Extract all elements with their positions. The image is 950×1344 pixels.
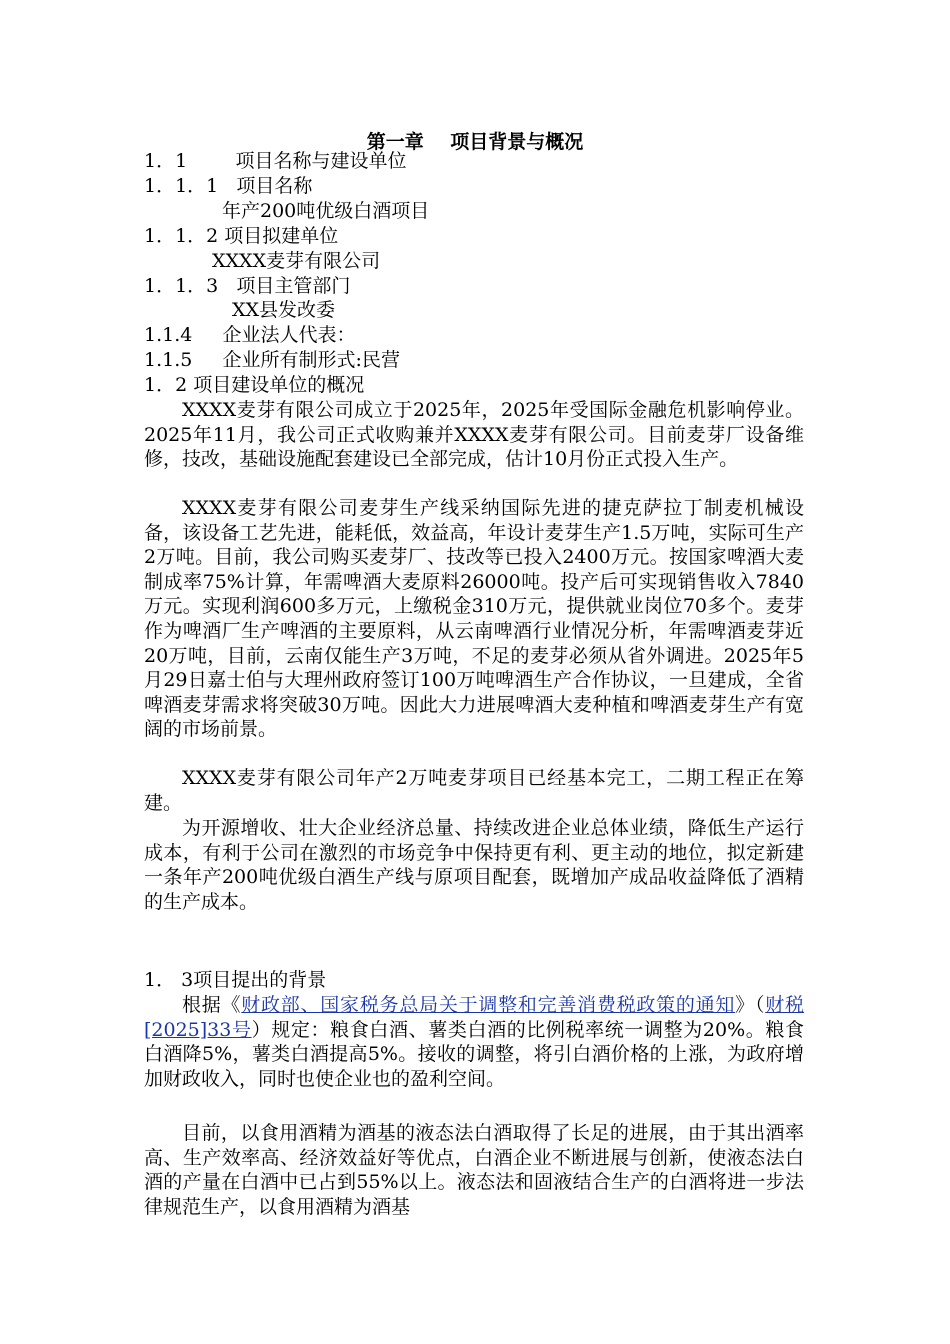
section-1-1-3-heading: 1．1．3 项目主管部门 (144, 275, 351, 297)
paragraph-tax-policy (144, 993, 804, 1091)
chapter-title: 第一章 项目背景与概况 (366, 131, 584, 153)
paragraph-new-line: 为开源增收、壮大企业经济总量、持续改进企业总体业绩，降低生产运行成本，有利于公司在激烈的市场竞争中保持更有利、更主动的地位，拟定新建一条年产200吨优级白酒生产线与原项目配套，既增加产成品收益降低了酒精的生产成本。 (144, 817, 804, 913)
section-1-3-heading: 1． 3项目提出的背景 (144, 969, 327, 991)
section-1-1-5-line: 1.1.5 企业所有制形式:民营 (144, 349, 400, 371)
authority-value: XX县发改委 (232, 299, 336, 321)
section-1-1-4-line: 1.1.4 企业法人代表： (144, 324, 356, 346)
paragraph-phase-two: XXXX麦芽有限公司年产2万吨麦芽项目已经基本完工，二期工程正在筹建。 (144, 767, 804, 814)
tax-text-mid: 》（ (735, 994, 766, 1016)
tax-text-pre: 根据《 (182, 994, 242, 1016)
tax-text-post: ）规定：粮食白酒、薯类白酒的比例税率统一调整为20%。粮食白酒降5%，薯类白酒提高5%。接收的调整，将引白酒价格的上涨，为政府增加财政收入，同时也使企业也的盈利空间。 (144, 1018, 805, 1090)
section-1-1-1-heading: 1．1．1 项目名称 (144, 175, 313, 197)
construction-unit-value: XXXX麦芽有限公司 (212, 250, 381, 272)
paragraph-malt-line: XXXX麦芽有限公司麦芽生产线采纳国际先进的捷克萨拉丁制麦机械设备，该设备工艺先进，能耗低，效益高，年设计麦芽生产1.5万吨，实际可生产2万吨。目前，我公司购买麦芽厂、技改等已投入2400万元。按国家啤酒大麦制成率75%计算，年需啤酒大麦原料26000吨。投产后可实现销售收入7840万元。实现利润600多万元，上缴税金310万元，提供就业岗位70多个。麦芽作为啤酒厂生产啤酒的主要原料，从云南啤酒行业情况分析，年需啤酒麦芽近20万吨，目前，云南仅能生产3万吨，不足的麦芽必须从省外调进。2025年5月29日嘉士伯与大理州政府签订100万吨啤酒生产合作协议，一旦建成，全省啤酒麦芽需求将突破30万吨。因此大力进展啤酒大麦种植和啤酒麦芽生产有宽阔的市场前景。 (144, 497, 804, 741)
tax-policy-notice-link[interactable]: 财政部、国家税务总局关于调整和完善消费税政策的通知 (241, 994, 736, 1016)
paragraph-company-overview: XXXX麦芽有限公司成立于2025年，2025年受国际金融危机影响停业。2025年11月，我公司正式收购兼并XXXX麦芽有限公司。目前麦芽厂设备维修，技改，基础设施配套建设已全部完成，估计10月份正式投入生产。 (144, 399, 804, 471)
section-1-2-heading: 1．2 项目建设单位的概况 (144, 374, 365, 396)
section-1-1-heading: 1．1 项目名称与建设单位 (144, 150, 407, 172)
tax-doc-number-link[interactable]: 财税[2025]33号 (144, 994, 804, 1041)
paragraph-liquid-baijiu: 目前，以食用酒精为酒基的液态法白酒取得了长足的进展，由于其出酒率高、生产效率高、经济效益好等优点，白酒企业不断进展与创新，使液态法白酒的产量在白酒中已占到55%以上。液态法和固液结合生产的白酒将进一步法律规范生产，以食用酒精为酒基 (144, 1122, 804, 1218)
project-name-value: 年产200吨优级白酒项目 (222, 200, 430, 222)
section-1-1-2-heading: 1．1．2 项目拟建单位 (144, 225, 339, 247)
